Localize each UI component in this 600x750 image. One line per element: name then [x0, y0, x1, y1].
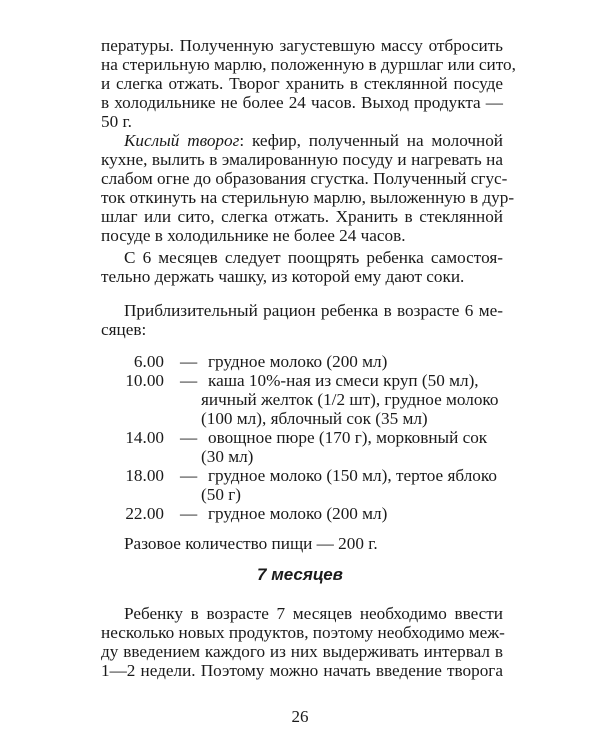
schedule-time: 6.00: [133, 352, 164, 371]
schedule-item: грудное молоко (200 мл): [208, 504, 388, 523]
schedule-item: грудное молоко (150 мл), тертое яблоко: [208, 466, 497, 485]
schedule-time: 10.00: [125, 371, 164, 390]
schedule-dash: —: [180, 504, 198, 523]
text-line: тельно держать чашку, из которой ему дают соки.: [101, 267, 465, 286]
text-line: пературы. Полученную загустевшую массу отбросить: [101, 36, 503, 55]
schedule-item-continued: (100 мл), яблочный сок (35 мл): [201, 409, 428, 428]
text-line: в холодильнике не более 24 часов. Выход продукта —: [101, 93, 503, 112]
text-line: и слегка отжать. Творог хранить в стеклянной посуде: [101, 74, 503, 93]
schedule-dash: —: [180, 352, 198, 371]
schedule-item-continued: (50 г): [201, 485, 241, 504]
text-fragment: : кефир, полученный на молочной: [239, 131, 504, 150]
text-line: 1—2 недели. Поэтому можно начать введение творога: [101, 661, 503, 680]
schedule-dash: —: [180, 466, 198, 485]
text-line: Ребенку в возрасте 7 месяцев необходимо ввести: [124, 604, 503, 623]
schedule-item: грудное молоко (200 мл): [208, 352, 388, 371]
schedule-item-continued: (30 мл): [201, 447, 254, 466]
schedule-time: 14.00: [125, 428, 164, 447]
text-line: сяцев:: [101, 320, 147, 339]
text-line: кухне, вылить в эмалированную посуду и нагревать на: [101, 150, 503, 169]
text-line: ток откинуть на стерильную марлю, выложенную в дур-: [101, 188, 515, 207]
schedule-time: 22.00: [125, 504, 164, 523]
schedule-dash: —: [180, 428, 198, 447]
text-line: несколько новых продуктов, поэтому необходимо меж-: [101, 623, 505, 642]
schedule-item-continued: яичный желток (1/2 шт), грудное молоко: [201, 390, 499, 409]
schedule-time: 18.00: [125, 466, 164, 485]
section-heading: 7 месяцев: [257, 565, 343, 584]
schedule-item: овощное пюре (170 г), морковный сок: [208, 428, 488, 447]
text-line: С 6 месяцев следует поощрять ребенка самостоя-: [124, 248, 503, 267]
text-line: слабом огне до образования сгустка. Полученный сгус-: [101, 169, 508, 188]
text-line: шлаг или сито, слегка отжать. Хранить в стеклянной: [101, 207, 503, 226]
schedule-item: каша 10%-ная из смеси круп (50 мл),: [208, 371, 479, 390]
text-line: ду введением каждого из них выдерживать интервал в: [101, 642, 503, 661]
text-line: Приблизительный рацион ребенка в возрасте 6 ме-: [124, 301, 503, 320]
schedule-dash: —: [180, 371, 198, 390]
term-sour-cottage-cheese: Кислый творог: [124, 131, 240, 150]
portion-size-note: Разовое количество пищи — 200 г.: [124, 534, 378, 553]
text-line: [124, 131, 503, 150]
text-line: посуде в холодильнике не более 24 часов.: [101, 226, 406, 245]
text-line: 50 г.: [101, 112, 132, 131]
text-line: на стерильную марлю, положенную в дуршлаг или сито,: [101, 55, 516, 74]
page-number: 26: [291, 707, 309, 726]
